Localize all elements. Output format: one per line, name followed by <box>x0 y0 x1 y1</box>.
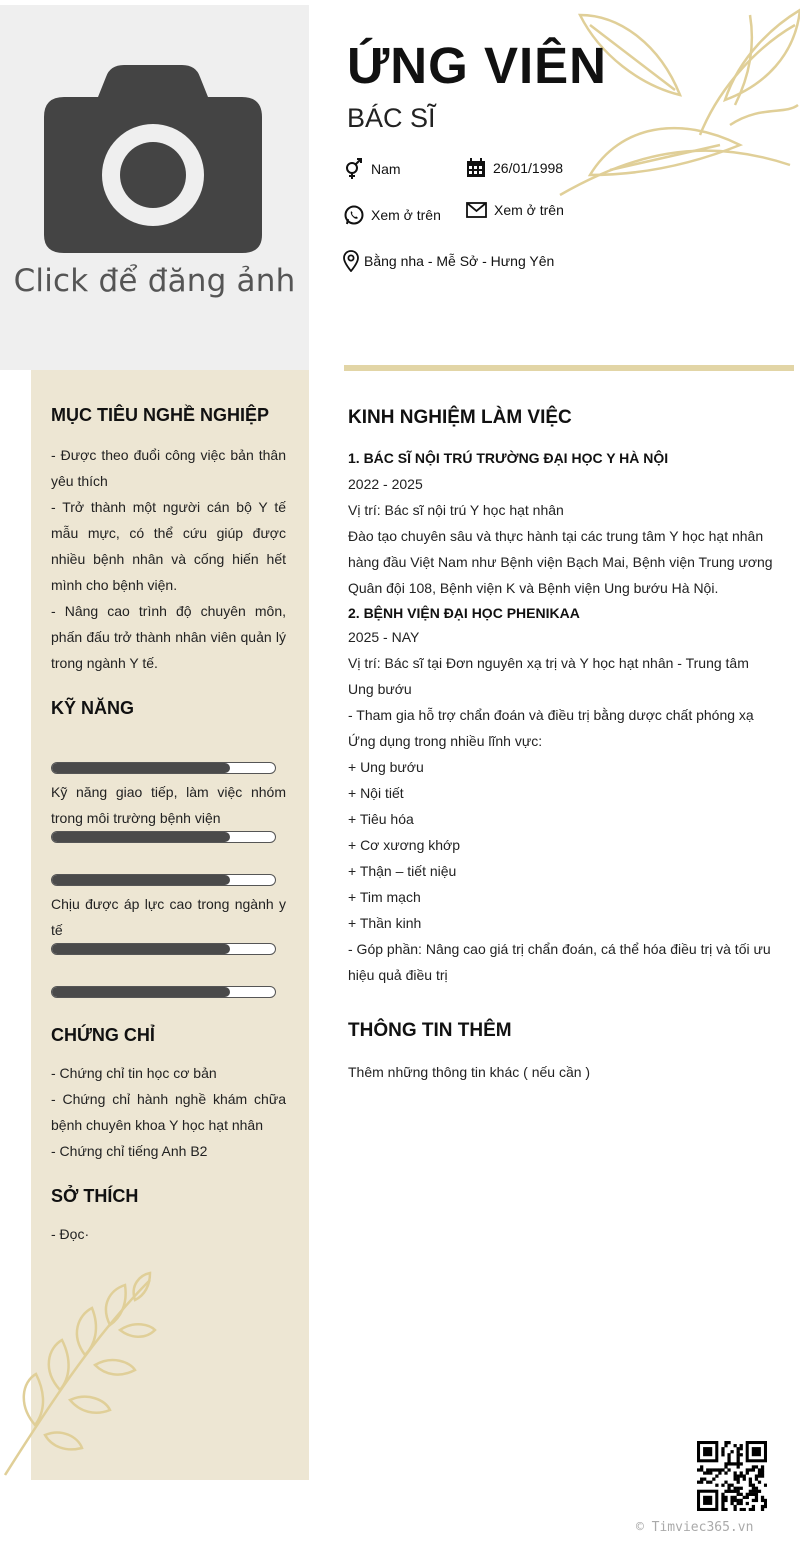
job-item <box>348 445 773 601</box>
footer-credit: © Timviec365.vn <box>636 1520 754 1535</box>
skill-label: Chịu được áp lực cao trong ngành y tế <box>51 896 286 938</box>
skill-bar <box>51 831 276 843</box>
certificate-line: - Chứng chỉ tin học cơ bản <box>51 1065 217 1081</box>
job-line: Vị trí: Bác sĩ nội trú Y học hạt nhân <box>348 502 564 518</box>
leaf-decoration-bottom <box>0 1270 160 1480</box>
mail-icon <box>466 202 487 218</box>
skill-bar-fill <box>52 832 230 842</box>
job-line: Vị trí: Bác sĩ tại Đơn nguyên xạ trị và Y học hạt nhân - Trung tâm Ung bướu <box>348 655 749 697</box>
skill-bar <box>51 986 276 998</box>
dob-value: 26/01/1998 <box>493 160 564 176</box>
gender-info <box>344 158 401 180</box>
gender-icon <box>344 158 364 180</box>
dob-info <box>466 158 563 178</box>
job-line: Đào tạo chuyên sâu và thực hành tại các trung tâm Y học hạt nhân hàng đầu Việt Nam như Bệnh viện Bạch Mai, Bệnh viện Trung ương Quân đội 108, Bệnh viện K và Bệnh viện Ung bướu Hà Nội. <box>348 528 773 596</box>
job-period: 2022 - 2025 <box>348 476 423 492</box>
certificate-line: - Chứng chỉ hành nghề khám chữa bệnh chuyên khoa Y học hạt nhân <box>51 1091 286 1133</box>
skill-bar <box>51 874 276 886</box>
objective-line: - Trở thành một người cán bộ Y tế mẫu mực, có thể cứu giúp được nhiều bệnh nhân và cống hiến hết mình cho bệnh viện. <box>51 499 286 593</box>
objective-line: - Được theo đuổi công việc bản thân yêu thích <box>51 447 286 489</box>
header-divider <box>344 365 794 371</box>
phone-value: Xem ở trên <box>371 207 441 223</box>
certificates-title: CHỨNG CHỈ <box>51 1025 155 1045</box>
additional-title: THÔNG TIN THÊM <box>348 1020 512 1041</box>
location-pin-icon <box>343 250 359 272</box>
job-line: + Ung bướu <box>348 759 424 775</box>
additional-text: Thêm những thông tin khác ( nếu cần ) <box>348 1064 591 1080</box>
calendar-icon <box>466 158 486 178</box>
job-title: BÁC SĨ <box>347 103 436 133</box>
job-heading: 1. BÁC SĨ NỘI TRÚ TRƯỜNG ĐẠI HỌC Y HÀ NỘI <box>348 450 669 466</box>
email-value: Xem ở trên <box>494 202 564 218</box>
objective-line: - Nâng cao trình độ chuyên môn, phấn đấu trở thành nhân viên quản lý trong ngành Y tế. <box>51 603 286 671</box>
address-value: Bằng nha - Mễ Sở - Hưng Yên <box>364 253 555 269</box>
experience-title: KINH NGHIỆM LÀM VIỆC <box>348 407 572 428</box>
phone-info <box>344 205 441 225</box>
camera-icon <box>44 63 262 255</box>
job-line: + Tiêu hóa <box>348 811 414 827</box>
skill-bar <box>51 943 276 955</box>
gender-value: Nam <box>371 161 401 177</box>
whatsapp-icon <box>344 205 364 225</box>
skill-bar-fill <box>52 944 230 954</box>
job-heading: 2. BỆNH VIỆN ĐẠI HỌC PHENIKAA <box>348 605 580 621</box>
certificates-content <box>51 1060 286 1164</box>
skill-label: Kỹ năng giao tiếp, làm việc nhóm trong môi trường bệnh viện <box>51 784 286 826</box>
job-line: + Thần kinh <box>348 915 422 931</box>
experience-list <box>348 445 773 988</box>
job-line: + Cơ xương khớp <box>348 837 461 853</box>
skill-bar-fill <box>52 763 230 773</box>
skills-title: KỸ NĂNG <box>51 698 135 718</box>
hobby-line: - Đọc· <box>51 1226 90 1242</box>
candidate-name: ỨNG VIÊN <box>347 37 608 94</box>
email-info <box>466 202 564 218</box>
objective-title: MỤC TIÊU NGHỀ NGHIỆP <box>51 405 270 425</box>
photo-upload[interactable] <box>0 5 309 370</box>
job-line: + Nội tiết <box>348 785 404 801</box>
photo-upload-label: Click để đăng ảnh <box>13 263 296 299</box>
job-line: + Tim mạch <box>348 889 421 905</box>
objective-content <box>51 442 286 676</box>
job-item <box>348 601 773 988</box>
address-info <box>343 250 554 272</box>
certificate-line: - Chứng chỉ tiếng Anh B2 <box>51 1143 208 1159</box>
job-line: - Tham gia hỗ trợ chẩn đoán và điều trị bằng dược chất phóng xạ Ứng dụng trong nhiều lĩnh vực: <box>348 707 754 749</box>
skill-bar-fill <box>52 875 230 885</box>
job-line: + Thận – tiết niệu <box>348 863 457 879</box>
qr-code <box>697 1441 767 1511</box>
leaf-decoration-top <box>550 5 800 205</box>
hobbies-title: SỞ THÍCH <box>51 1186 139 1206</box>
skill-bar <box>51 762 276 774</box>
job-period: 2025 - NAY <box>348 629 420 645</box>
skill-bar-fill <box>52 987 230 997</box>
job-line: - Góp phần: Nâng cao giá trị chẩn đoán, cá thể hóa điều trị và tối ưu hiệu quả điều trị <box>348 941 771 983</box>
